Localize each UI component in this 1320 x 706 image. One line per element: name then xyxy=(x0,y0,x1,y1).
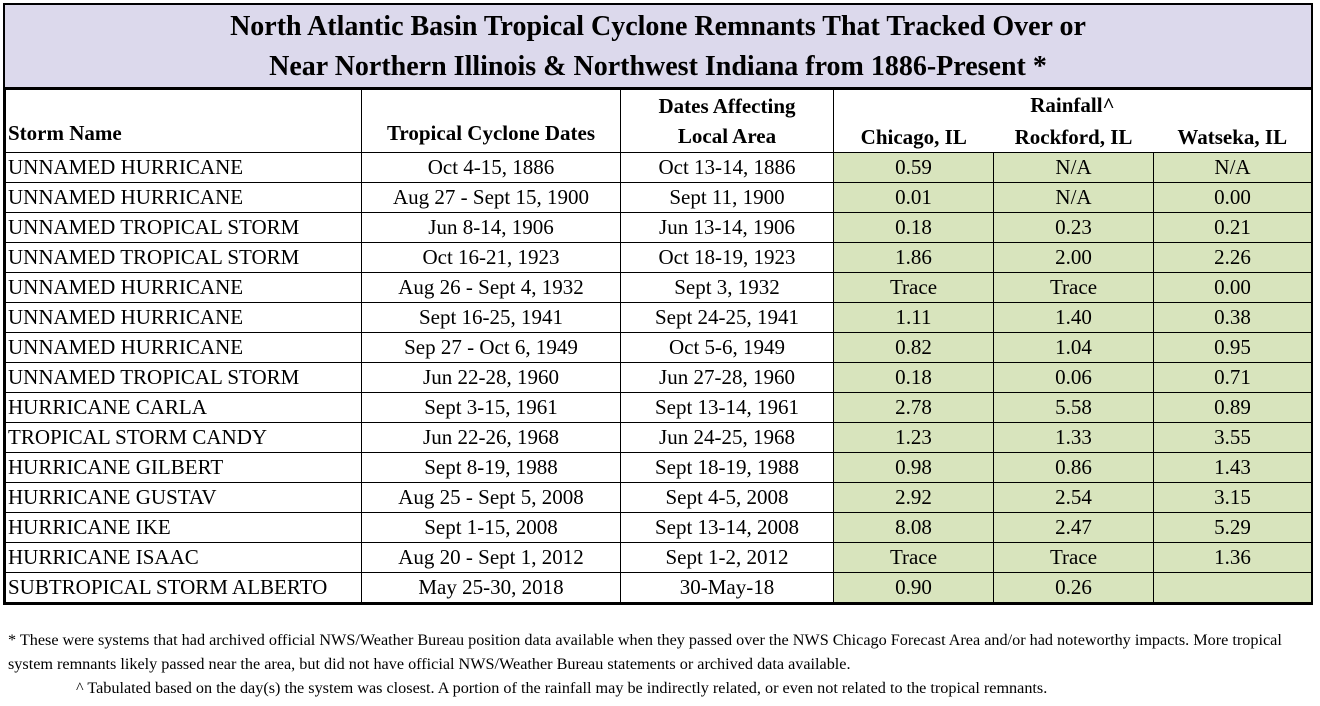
storm-name-cell: HURRICANE GUSTAV xyxy=(6,483,362,513)
rockford-rain-cell: N/A xyxy=(994,153,1154,183)
rockford-rain-cell: 1.04 xyxy=(994,333,1154,363)
watseka-rain-cell: 0.00 xyxy=(1154,183,1312,213)
table-row xyxy=(6,273,1312,303)
table-row xyxy=(6,573,1312,603)
storm-name-cell: HURRICANE CARLA xyxy=(6,393,362,423)
local-dates-cell: Oct 18-19, 1923 xyxy=(621,243,834,273)
local-dates-cell: Sept 1-2, 2012 xyxy=(621,543,834,573)
chicago-rain-cell: 0.82 xyxy=(834,333,994,363)
local-dates-cell: Jun 27-28, 1960 xyxy=(621,363,834,393)
watseka-rain-cell: 3.15 xyxy=(1154,483,1312,513)
local-dates-cell: Sept 18-19, 1988 xyxy=(621,453,834,483)
chicago-rain-cell: 1.11 xyxy=(834,303,994,333)
tc-dates-cell: May 25-30, 2018 xyxy=(362,573,621,603)
header-local-dates-line1: Dates Affecting xyxy=(658,93,796,118)
chicago-rain-cell: Trace xyxy=(834,543,994,573)
watseka-rain-cell: N/A xyxy=(1154,153,1312,183)
chicago-rain-cell: 8.08 xyxy=(834,513,994,543)
watseka-rain-cell: 0.38 xyxy=(1154,303,1312,333)
storm-name-cell: HURRICANE ISAAC xyxy=(6,543,362,573)
storm-name-cell: TROPICAL STORM CANDY xyxy=(6,423,362,453)
watseka-rain-cell: 0.21 xyxy=(1154,213,1312,243)
local-dates-cell: Jun 24-25, 1968 xyxy=(621,423,834,453)
storm-name-cell: UNNAMED TROPICAL STORM xyxy=(6,213,362,243)
title-line-1: North Atlantic Basin Tropical Cyclone Remnants That Tracked Over or xyxy=(230,11,1086,42)
header-chicago: Chicago, IL xyxy=(834,121,994,153)
chicago-rain-cell: Trace xyxy=(834,273,994,303)
storm-name-cell: UNNAMED TROPICAL STORM xyxy=(6,243,362,273)
table-row xyxy=(6,393,1312,423)
header-local-dates xyxy=(621,90,834,153)
rockford-rain-cell: 0.26 xyxy=(994,573,1154,603)
table-row xyxy=(6,183,1312,213)
table-row xyxy=(6,543,1312,573)
local-dates-cell: Sept 13-14, 2008 xyxy=(621,513,834,543)
chicago-rain-cell: 0.18 xyxy=(834,213,994,243)
table-row xyxy=(6,333,1312,363)
table-row xyxy=(6,243,1312,273)
watseka-rain-cell xyxy=(1154,573,1312,603)
rockford-rain-cell: 1.40 xyxy=(994,303,1154,333)
watseka-rain-cell: 0.00 xyxy=(1154,273,1312,303)
chicago-rain-cell: 2.78 xyxy=(834,393,994,423)
local-dates-cell: 30-May-18 xyxy=(621,573,834,603)
chicago-rain-cell: 0.18 xyxy=(834,363,994,393)
chicago-rain-cell: 0.59 xyxy=(834,153,994,183)
footnote-caret: ^ Tabulated based on the day(s) the system was closest. A portion of the rainfall may be indirectly related, or even not related to the tropical remnants. xyxy=(76,679,1048,697)
watseka-rain-cell: 1.36 xyxy=(1154,543,1312,573)
watseka-rain-cell: 3.55 xyxy=(1154,423,1312,453)
watseka-rain-cell: 0.71 xyxy=(1154,363,1312,393)
table-row xyxy=(6,453,1312,483)
storm-name-cell: UNNAMED HURRICANE xyxy=(6,273,362,303)
tc-dates-cell: Aug 27 - Sept 15, 1900 xyxy=(362,183,621,213)
table-row xyxy=(6,513,1312,543)
rockford-rain-cell: Trace xyxy=(994,543,1154,573)
rockford-rain-cell: 2.00 xyxy=(994,243,1154,273)
tc-dates-cell: Sept 1-15, 2008 xyxy=(362,513,621,543)
storm-name-cell: SUBTROPICAL STORM ALBERTO xyxy=(6,573,362,603)
tc-dates-cell: Sept 8-19, 1988 xyxy=(362,453,621,483)
tc-dates-cell: Oct 16-21, 1923 xyxy=(362,243,621,273)
local-dates-cell: Oct 5-6, 1949 xyxy=(621,333,834,363)
storm-name-cell: UNNAMED TROPICAL STORM xyxy=(6,363,362,393)
rockford-rain-cell: 5.58 xyxy=(994,393,1154,423)
tc-dates-cell: Jun 8-14, 1906 xyxy=(362,213,621,243)
header-local-dates-line2: Local Area xyxy=(677,123,777,148)
header-tc-dates: Tropical Cyclone Dates xyxy=(362,90,621,153)
tc-dates-cell: Sept 3-15, 1961 xyxy=(362,393,621,423)
local-dates-cell: Oct 13-14, 1886 xyxy=(621,153,834,183)
storm-name-cell: UNNAMED HURRICANE xyxy=(6,303,362,333)
local-dates-cell: Sept 3, 1932 xyxy=(621,273,834,303)
watseka-rain-cell: 0.95 xyxy=(1154,333,1312,363)
chicago-rain-cell: 0.98 xyxy=(834,453,994,483)
table-row xyxy=(6,303,1312,333)
chicago-rain-cell: 0.01 xyxy=(834,183,994,213)
chicago-rain-cell: 2.92 xyxy=(834,483,994,513)
header-rockford: Rockford, IL xyxy=(994,121,1154,153)
watseka-rain-cell: 0.89 xyxy=(1154,393,1312,423)
storm-name-cell: HURRICANE IKE xyxy=(6,513,362,543)
table-row xyxy=(6,153,1312,183)
tc-dates-cell: Jun 22-26, 1968 xyxy=(362,423,621,453)
watseka-rain-cell: 2.26 xyxy=(1154,243,1312,273)
table-row xyxy=(6,213,1312,243)
tc-dates-cell: Aug 26 - Sept 4, 1932 xyxy=(362,273,621,303)
rockford-rain-cell: 0.86 xyxy=(994,453,1154,483)
table-header xyxy=(6,90,1312,153)
table-title xyxy=(5,5,1311,89)
local-dates-cell: Sept 13-14, 1961 xyxy=(621,393,834,423)
header-rainfall: Rainfall^ xyxy=(834,90,1312,122)
chicago-rain-cell: 1.86 xyxy=(834,243,994,273)
tc-dates-cell: Jun 22-28, 1960 xyxy=(362,363,621,393)
storm-name-cell: UNNAMED HURRICANE xyxy=(6,153,362,183)
chicago-rain-cell: 0.90 xyxy=(834,573,994,603)
tc-dates-cell: Sep 27 - Oct 6, 1949 xyxy=(362,333,621,363)
tc-dates-cell: Aug 20 - Sept 1, 2012 xyxy=(362,543,621,573)
header-storm-name: Storm Name xyxy=(6,90,362,153)
table-row xyxy=(6,423,1312,453)
footnotes xyxy=(8,628,1312,700)
rockford-rain-cell: Trace xyxy=(994,273,1154,303)
cyclone-table-frame xyxy=(3,3,1313,605)
table-row xyxy=(6,363,1312,393)
tc-dates-cell: Oct 4-15, 1886 xyxy=(362,153,621,183)
rockford-rain-cell: N/A xyxy=(994,183,1154,213)
storm-name-cell: HURRICANE GILBERT xyxy=(6,453,362,483)
chicago-rain-cell: 1.23 xyxy=(834,423,994,453)
watseka-rain-cell: 5.29 xyxy=(1154,513,1312,543)
rockford-rain-cell: 0.23 xyxy=(994,213,1154,243)
title-line-2: Near Northern Illinois & Northwest Indiana from 1886-Present * xyxy=(269,51,1047,82)
rockford-rain-cell: 0.06 xyxy=(994,363,1154,393)
rockford-rain-cell: 1.33 xyxy=(994,423,1154,453)
tc-dates-cell: Sept 16-25, 1941 xyxy=(362,303,621,333)
footnote-asterisk: * These were systems that had archived official NWS/Weather Bureau position data available when they passed over the NWS Chicago Forecast Area and/or had noteworthy impacts. More tropical system remnants likely passed near the area, but did not have official NWS/Weather Bureau statements or archived data available. xyxy=(8,631,1282,673)
cyclone-table xyxy=(5,89,1312,603)
storm-name-cell: UNNAMED HURRICANE xyxy=(6,333,362,363)
tc-dates-cell: Aug 25 - Sept 5, 2008 xyxy=(362,483,621,513)
watseka-rain-cell: 1.43 xyxy=(1154,453,1312,483)
table-row xyxy=(6,483,1312,513)
rockford-rain-cell: 2.47 xyxy=(994,513,1154,543)
local-dates-cell: Jun 13-14, 1906 xyxy=(621,213,834,243)
local-dates-cell: Sept 11, 1900 xyxy=(621,183,834,213)
storm-name-cell: UNNAMED HURRICANE xyxy=(6,183,362,213)
rockford-rain-cell: 2.54 xyxy=(994,483,1154,513)
local-dates-cell: Sept 4-5, 2008 xyxy=(621,483,834,513)
table-body xyxy=(6,153,1312,603)
header-watseka: Watseka, IL xyxy=(1154,121,1312,153)
local-dates-cell: Sept 24-25, 1941 xyxy=(621,303,834,333)
